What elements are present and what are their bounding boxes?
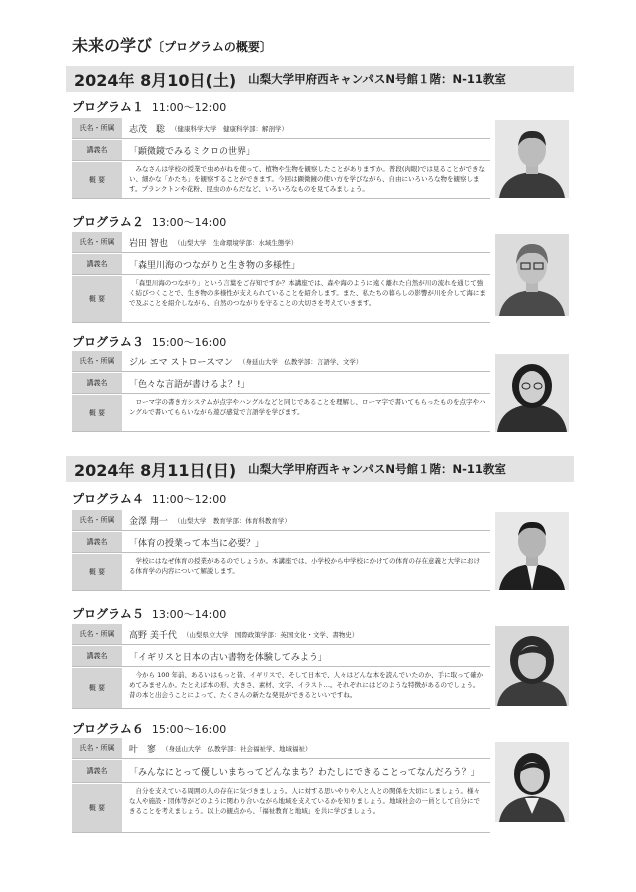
program-3-summary-row: [72, 395, 490, 432]
program-5-name-row: [72, 624, 490, 645]
summary-label: 概 要: [72, 276, 122, 322]
program-time: 15:00～16:00: [151, 723, 227, 736]
program-label: プログラム２: [72, 215, 144, 229]
lecturer-name-cell: [122, 624, 490, 644]
lecture-title: 「森里川海のつながりと生き物の多様性」: [129, 260, 301, 271]
page-title-sub: 〔プログラムの概要〕: [152, 40, 272, 54]
summary-text: 今から 100 年前、あるいはもっと昔、イギリスで、そして日本で、人々はどんな本を読んでいたのか、手に取って確かめてみませんか。たとえば本の形、大きさ、素材、文字、イラスト…。それぞれにはどのような特徴があるのでしょう。昔の本と出会うことによって、たくさんの新たな発見ができるといいですね。: [129, 671, 484, 699]
lecturer-name-cell: [122, 232, 490, 252]
page-title-main: 未来の学び: [72, 36, 153, 55]
program-1-name-row: [72, 118, 490, 139]
program-title-4: [72, 490, 226, 507]
lecture-label: 講義名: [72, 760, 122, 782]
lecturer-name: 岩田 智也: [129, 238, 168, 249]
program-time: 11:00～12:00: [151, 493, 227, 506]
summary-text: みなさんは学校の授業で虫めがねを使って、植物や生物を観察したことがありますか。普段(肉眼)では見ることができない、細かな「かたち」を観察することができます。今回は顕微鏡の使い方を学びながら、自由にいろいろな物を観察します。プランクトンや花粉、昆虫のからだなど、いろいろなものを見てみましょう。: [129, 165, 485, 193]
program-3-lecture-row: [72, 373, 490, 394]
program-time: 11:00～12:00: [151, 101, 227, 114]
lecturer-name-cell: [122, 351, 490, 371]
name-label: 氏名・所属: [72, 624, 122, 644]
program-5-summary-row: [72, 668, 490, 709]
summary-label: 概 要: [72, 554, 122, 590]
program-4-summary-row: [72, 554, 490, 591]
summary-label: 概 要: [72, 162, 122, 198]
program-time: 13:00～14:00: [151, 216, 227, 229]
program-title-2: [72, 213, 226, 230]
lecturer-affiliation: （身延山大学 仏教学部：社会福祉学、地域福祉）: [162, 744, 312, 753]
lecturer-photo-2: [495, 234, 569, 316]
name-label: 氏名・所属: [72, 118, 122, 138]
lecturer-name: 高野 美千代: [129, 630, 177, 641]
summary-text: 学校にはなぜ体育の授業があるのでしょうか。本講座では、小学校から中学校にかけての体育の存在意義と大学における体育学の内容について解説します。: [129, 557, 480, 575]
day-header-2: [66, 456, 574, 482]
lecturer-name-cell: [122, 510, 490, 530]
program-4-name-row: [72, 510, 490, 531]
lecturer-affiliation: （健康科学大学 健康科学部：解剖学）: [171, 124, 289, 133]
lecture-label: 講義名: [72, 373, 122, 393]
name-label: 氏名・所属: [72, 232, 122, 252]
name-label: 氏名・所属: [72, 510, 122, 530]
lecture-label: 講義名: [72, 646, 122, 666]
program-title-3: [72, 333, 226, 350]
lecturer-name-cell: [122, 738, 490, 758]
program-4-lecture-row: [72, 532, 490, 553]
program-5-lecture-row: [72, 646, 490, 667]
program-1-lecture-row: [72, 140, 490, 161]
program-label: プログラム１: [72, 100, 144, 114]
program-3-name-row: [72, 351, 490, 372]
lecturer-name: 志茂 聡: [129, 124, 166, 135]
day-venue: 山梨大学甲府西キャンパスN号館１階：N-11教室: [248, 462, 506, 476]
lecture-title: 「イギリスと日本の古い書物を体験してみよう」: [129, 652, 327, 663]
program-time: 15:00～16:00: [151, 336, 227, 349]
lecture-label: 講義名: [72, 532, 122, 552]
summary-text: 「森里川海のつながり」という言葉をご存知ですか？本講座では、森や海のように遠く離れた自然が川の流れを通じて強く結びつくことで、生き物の多様性が支えられていることを紹介します。また、私たちの暮らしの影響が川を介して海にまで及ぶことを紹介しながら、自然のつながりを守ることの大切さを考えていきます。: [129, 279, 486, 307]
program-title-1: [72, 98, 226, 115]
program-6-summary-row: [72, 784, 490, 833]
lecturer-name: ジル エマ ストロースマン: [129, 357, 233, 368]
day-date: 2024年 8月11日(日): [74, 460, 237, 480]
lecturer-photo-6: [495, 742, 569, 822]
lecture-title: 「色々な言語が書けるよ？!」: [129, 379, 250, 390]
lecture-title: 「顕微鏡でみるミクロの世界」: [129, 146, 256, 157]
summary-label: 概 要: [72, 668, 122, 708]
lecturer-photo-1: [495, 120, 569, 198]
lecturer-name: 金澤 翔一: [129, 516, 168, 527]
lecturer-affiliation: （身延山大学 仏教学部：言語学、文学）: [238, 357, 363, 366]
lecture-title: 「みんなにとって優しいまちってどんなまち？わたしにできることってなんだろう？」: [129, 767, 480, 778]
program-2-name-row: [72, 232, 490, 253]
program-2-summary-row: [72, 276, 490, 323]
lecture-label: 講義名: [72, 254, 122, 274]
name-label: 氏名・所属: [72, 738, 122, 758]
summary-label: 概 要: [72, 784, 122, 832]
day-date: 2024年 8月10日(土): [74, 70, 237, 90]
lecturer-name-cell: [122, 118, 490, 138]
program-label: プログラム３: [72, 335, 144, 349]
day-header-1: [66, 66, 574, 92]
name-label: 氏名・所属: [72, 351, 122, 371]
lecture-title: 「体育の授業って本当に必要？」: [129, 538, 265, 549]
program-time: 13:00～14:00: [151, 608, 227, 621]
lecturer-affiliation: （山梨県立大学 国際政策学部：英国文化・文学、書物史）: [182, 630, 359, 639]
lecture-label: 講義名: [72, 140, 122, 160]
summary-text: 自分を支えている周囲の人の存在に気づきましょう。人に対する思いやりや人と人との関係を大切にしましょう。様々な人や施設・団体等がどのように関わり合いながら地域を支えているかを知りましょう。地域社会の一員として自分にできることを考えましょう。以上の観点から、「福祉教育と地域」を共に学びましょう。: [129, 787, 480, 815]
lecturer-photo-4: [495, 512, 569, 590]
program-label: プログラム５: [72, 607, 144, 621]
lecturer-photo-5: [495, 626, 569, 706]
program-label: プログラム４: [72, 492, 144, 506]
lecturer-affiliation: （山梨大学 生命環境学部：水域生態学）: [173, 238, 298, 247]
program-title-6: [72, 720, 226, 737]
lecturer-name: 叶 寥: [129, 744, 157, 755]
program-title-5: [72, 605, 226, 622]
program-label: プログラム６: [72, 722, 144, 736]
page-title: [72, 33, 272, 56]
lecturer-photo-3: [495, 354, 569, 432]
program-6-lecture-row: [72, 760, 490, 783]
summary-text: ローマ字の書き方システムが点字やハングルなどと同じであることを理解し、ローマ字で書いてもらったものを点字やハングルで書いてもらいながら遊び感覚で言語学を学びます。: [129, 398, 486, 416]
summary-label: 概 要: [72, 395, 122, 431]
lecturer-affiliation: （山梨大学 教育学部：体育科教育学）: [173, 516, 291, 525]
program-2-lecture-row: [72, 254, 490, 275]
program-6-name-row: [72, 738, 490, 759]
day-venue: 山梨大学甲府西キャンパスN号館１階：N-11教室: [248, 72, 506, 86]
program-1-summary-row: [72, 162, 490, 199]
